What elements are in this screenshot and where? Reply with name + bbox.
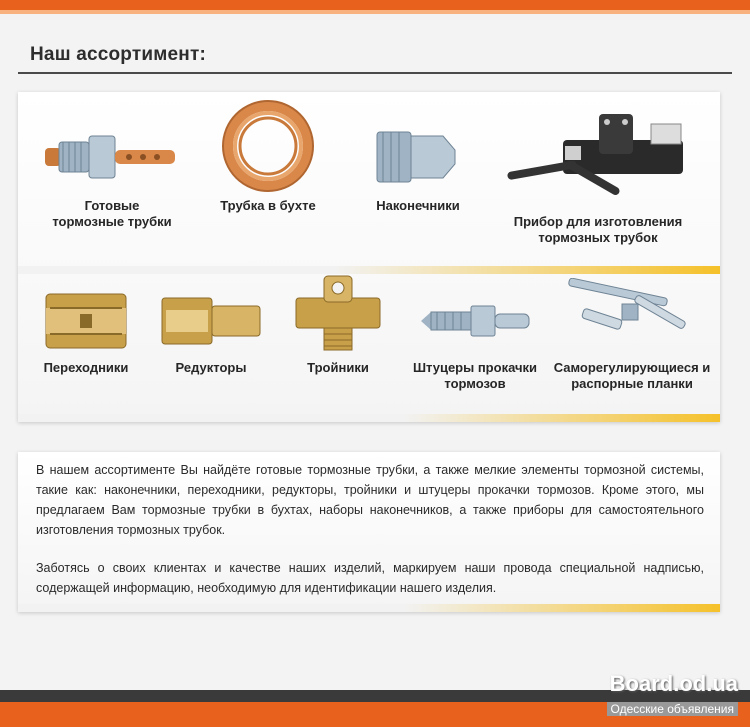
- product-label: Тройники: [307, 360, 369, 375]
- panel-accent-bar: [18, 414, 720, 422]
- product-item-adjuster-bars: [546, 278, 718, 392]
- heading-underline: [18, 72, 732, 74]
- description-text: [36, 460, 704, 616]
- bleeder-screw-icon: [415, 288, 535, 354]
- product-label: Переходники: [43, 360, 129, 375]
- reducer-icon: [156, 288, 266, 354]
- nozzle-icon: [373, 122, 463, 192]
- product-item-nozzles: [348, 122, 488, 214]
- product-panel: [18, 92, 720, 422]
- product-item-coil-tube: [188, 100, 348, 214]
- page-heading: Наш ассортимент:: [30, 44, 206, 65]
- product-label: Трубка в бухте: [220, 198, 316, 213]
- watermark-site: Board.od.ua: [609, 671, 738, 696]
- description-paragraph-1: В нашем ассортименте Вы найдёте готовые тормозные трубки, а также мелкие элементы тормозной системы, такие как: наконечники, переходники, редукторы, тройники и штуцеры прокачки тормозов. Кроме этого, мы предлагаем Вам тормозные трубки в бухтах, наборы наконечников, а также приборы для самостоятельного изготовления тормозных трубок.: [36, 463, 704, 537]
- top-orange-stripe: [0, 0, 750, 10]
- product-label: Штуцеры прокачки тормозов: [412, 360, 538, 391]
- description-panel: [18, 452, 720, 612]
- product-item-bleeders: [402, 288, 548, 392]
- adjuster-bar-icon: [562, 278, 702, 354]
- watermark-tagline: Одесские объявления: [607, 702, 738, 716]
- product-item-brake-pipes: [22, 122, 202, 230]
- product-item-reducers: [146, 288, 276, 376]
- product-item-flaring-tool: [488, 100, 708, 246]
- product-label: Готовые тормозные трубки: [52, 198, 172, 229]
- top-stripe-shade: [0, 10, 750, 14]
- product-label: Прибор для изготовления тормозных трубок: [513, 214, 683, 245]
- product-item-adapters: [18, 288, 154, 376]
- tee-fitting-icon: [288, 272, 388, 354]
- product-label: Саморегулирующиеся и распорные планки: [553, 360, 711, 391]
- description-paragraph-2: Заботясь о своих клиентах и качестве наших изделий, маркируем наши провода специальной надписью, содержащей информацию, необходимую для идентификации нашего изделия.: [36, 561, 704, 595]
- product-item-tees: [276, 272, 400, 376]
- product-label: Редукторы: [175, 360, 247, 375]
- flaring-tool-icon: [503, 100, 693, 208]
- adapter-icon: [36, 288, 136, 354]
- brake-pipe-icon: [37, 122, 187, 192]
- product-label: Наконечники: [376, 198, 460, 213]
- coil-tube-icon: [218, 100, 318, 192]
- watermark: [607, 672, 738, 718]
- panel-accent-bar: [18, 604, 720, 612]
